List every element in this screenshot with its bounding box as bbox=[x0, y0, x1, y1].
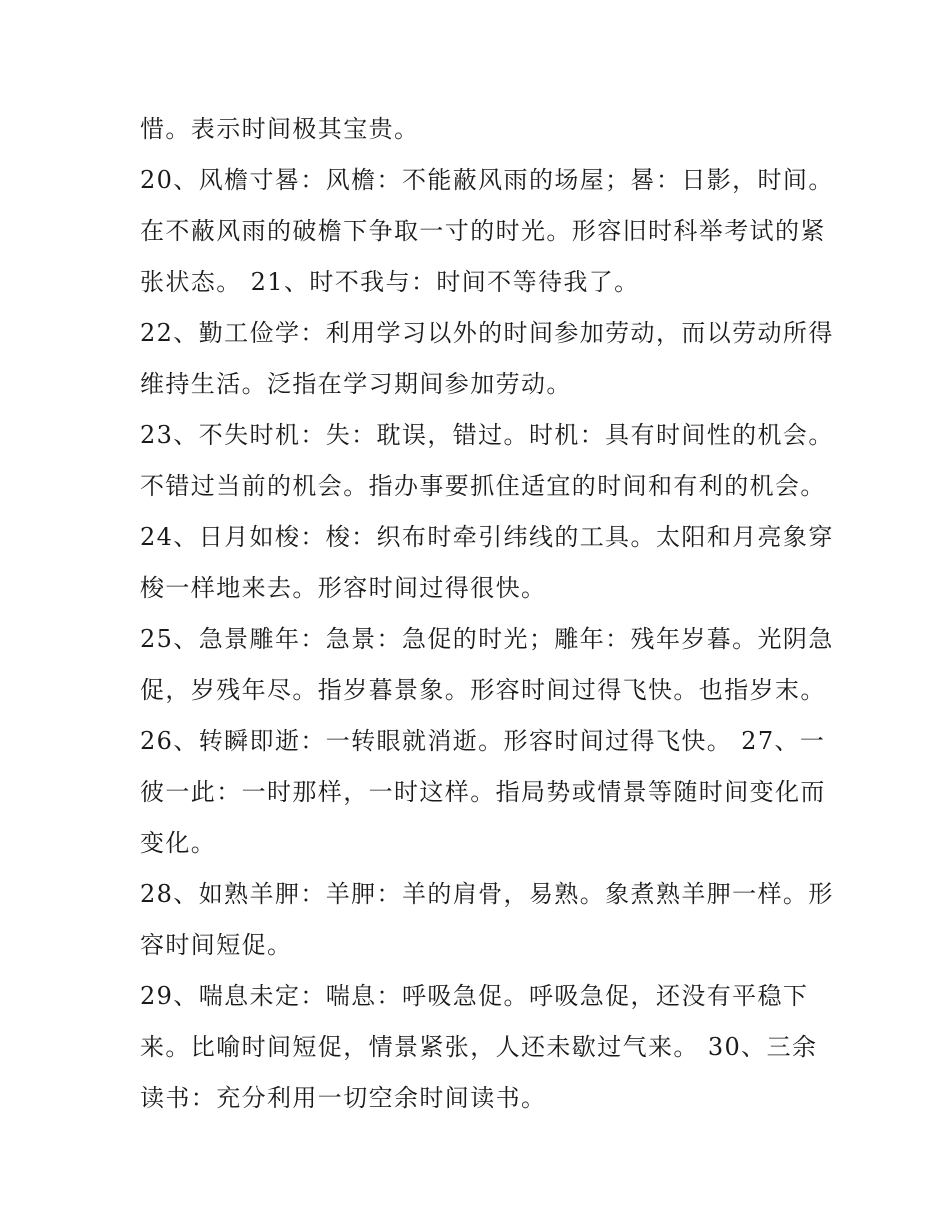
text-line: 28、如熟羊胛：羊胛：羊的肩骨，易熟。象煮熟羊胛一样。形 bbox=[140, 880, 834, 908]
text-line: 梭一样地来去。形容时间过得很快。 bbox=[140, 574, 547, 602]
text-line: 22、勤工俭学：利用学习以外的时间参加劳动，而以劳动所得 bbox=[140, 319, 834, 347]
text-line: 29、喘息未定：喘息：呼吸急促。呼吸急促，还没有平稳下 bbox=[140, 982, 809, 1010]
text-line: 彼一此：一时那样，一时这样。指局势或情景等随时间变化而 bbox=[140, 778, 826, 806]
text-line: 促，岁残年尽。指岁暮景象。形容时间过得飞快。也指岁末。 bbox=[140, 676, 826, 704]
text-line: 在不蔽风雨的破檐下争取一寸的时光。形容旧时科举考试的紧 bbox=[140, 217, 826, 245]
text-line: 来。比喻时间短促，情景紧张，人还未歇过气来。 30、三余 bbox=[140, 1033, 818, 1061]
text-line: 变化。 bbox=[140, 829, 217, 857]
text-line: 读书：充分利用一切空余时间读书。 bbox=[140, 1084, 547, 1112]
text-line: 26、转瞬即逝：一转眼就消逝。形容时间过得飞快。 27、一 bbox=[140, 727, 826, 755]
text-line: 20、风檐寸晷：风檐：不能蔽风雨的场屋；晷：日影，时间。 bbox=[140, 166, 834, 194]
text-line: 容时间短促。 bbox=[140, 931, 293, 959]
body-text bbox=[140, 104, 834, 1124]
text-line: 张状态。 21、时不我与：时间不等待我了。 bbox=[140, 268, 640, 296]
text-line: 23、不失时机：失：耽误，错过。时机：具有时间性的机会。 bbox=[140, 421, 834, 449]
text-line: 惜。表示时间极其宝贵。 bbox=[140, 115, 420, 143]
text-line: 25、急景雕年：急景：急促的时光；雕年：残年岁暮。光阴急 bbox=[140, 625, 834, 653]
text-line: 不错过当前的机会。指办事要抓住适宜的时间和有利的机会。 bbox=[140, 472, 826, 500]
text-line: 维持生活。泛指在学习期间参加劳动。 bbox=[140, 370, 572, 398]
text-line: 24、日月如梭：梭：织布时牵引纬线的工具。太阳和月亮象穿 bbox=[140, 523, 834, 551]
